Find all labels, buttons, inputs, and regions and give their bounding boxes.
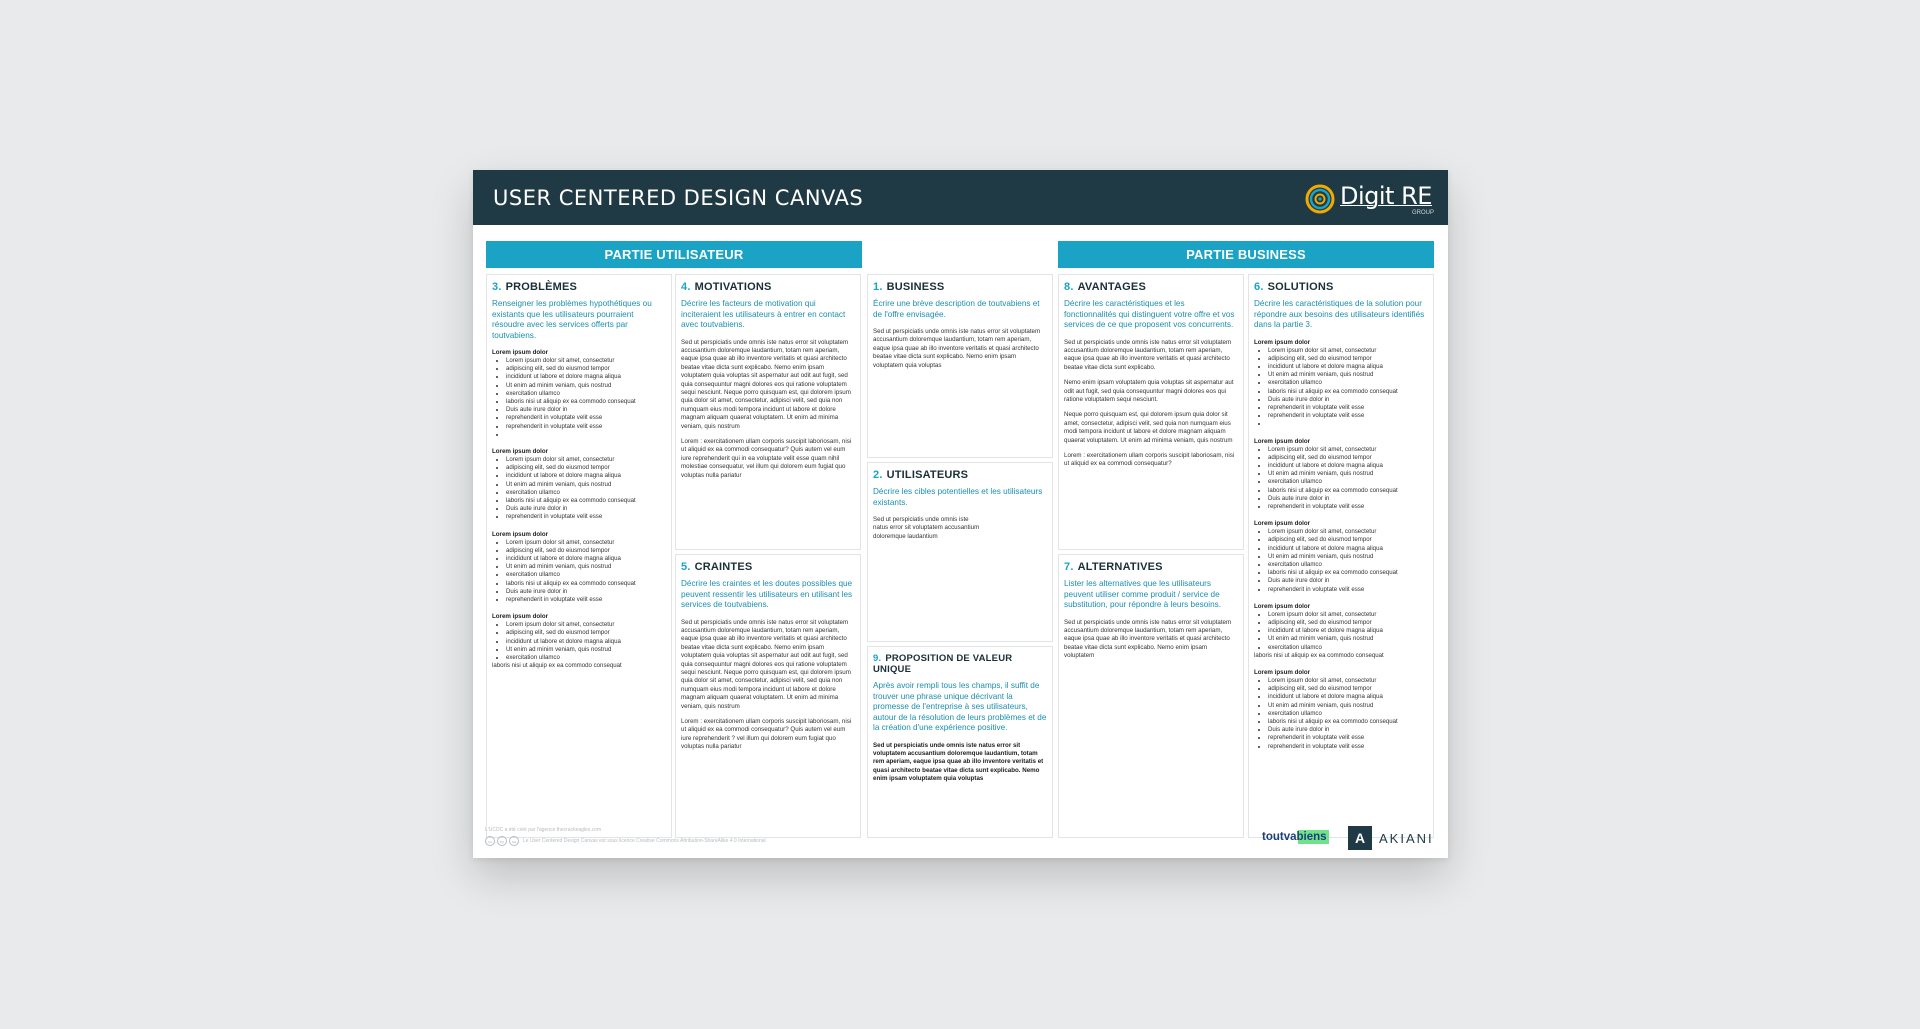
list-item: • laboris nisi ut aliquip ex ea commodo consequat [1268, 718, 1428, 726]
list-item: • adipiscing elit, sed do eiusmod tempor [1268, 355, 1428, 363]
group-tail-text: laboris nisi ut aliquip ex ea commodo consequat [492, 662, 622, 670]
card-body: Sed ut perspiciatis unde omnis iste natus error sit voluptatem accusantium doloremque laudantium, totam rem aperiam, eaque ipsa quae ab illo inventore veritatis et quasi architecto beatae vitae dicta sunt explicabo. Nemo enim ipsam voluptatem quia voluptas [873, 328, 1041, 369]
canvas-header [473, 170, 1448, 225]
list-item: • laboris nisi ut aliquip ex ea commodo consequat [1268, 487, 1428, 495]
list-item: • Ut enim ad minim veniam, quis nostrud [506, 481, 666, 489]
list-item [506, 431, 666, 439]
list-item: • laboris nisi ut aliquip ex ea commodo consequat [506, 497, 666, 505]
group-title: Lorem ipsum dolor [492, 349, 549, 356]
group-title: Lorem ipsum dolor [492, 613, 549, 621]
card-body: Sed ut perspiciatis unde omnis iste natus error sit voluptatem accusantium doloremque laudantium, totam rem aperiam, eaque ipsa quae ab illo inventore veritatis et quasi architecto beatae vitae dicta sunt explicabo. Nemo enim ipsam voluptatem [1064, 618, 1232, 660]
list-item: • Ut enim ad minim veniam, quis nostrud [506, 563, 666, 571]
list-item: • Ut enim ad minim veniam, quis nostrud [1268, 371, 1428, 379]
list-item: • incididunt ut labore et dolore magna aliqua [506, 638, 666, 646]
list-item: • Lorem ipsum dolor sit amet, consectetur [1268, 677, 1428, 685]
canvas-sheet [473, 170, 1448, 858]
list-item [1268, 420, 1428, 428]
lorem-group [492, 531, 666, 605]
card-title [1064, 281, 1238, 293]
list-item: • Duis aute irure dolor in [1268, 726, 1428, 734]
card-description: Lister les alternatives que les utilisateurs peuvent utiliser comme produit / service de substitution, pour répondre à leurs besoins. [1064, 579, 1222, 609]
group-title: Lorem ipsum dolor [1254, 602, 1311, 610]
list-item: • Lorem ipsum dolor sit amet, consectetur [1268, 347, 1428, 355]
list-item: • Duis aute irure dolor in [1268, 577, 1428, 585]
list-item: • Ut enim ad minim veniam, quis nostrud [1268, 635, 1428, 643]
list-item: • incididunt ut labore et dolore magna aliqua [506, 472, 666, 480]
list-item: • laboris nisi ut aliquip ex ea commodo consequat [506, 398, 666, 406]
list-item: • exercitation ullamco [506, 571, 666, 579]
list-item: • Ut enim ad minim veniam, quis nostrud [1268, 470, 1428, 478]
card-title [873, 653, 1047, 675]
bullet-list [1254, 677, 1428, 751]
list-item: • incididunt ut labore et dolore magna aliqua [1268, 462, 1428, 470]
lorem-group [1254, 520, 1428, 594]
list-item: • incididunt ut labore et dolore magna aliqua [1268, 545, 1428, 553]
list-item: • exercitation ullamco [506, 654, 666, 662]
banner-partie-business: PARTIE BUSINESS [1058, 241, 1434, 268]
list-item: • Lorem ipsum dolor sit amet, consectetur [506, 539, 666, 547]
list-item: • reprehenderit in voluptate velit esse [506, 414, 666, 422]
list-item: • reprehenderit in voluptate velit esse [1268, 412, 1428, 420]
card-title-text: ALTERNATIVES [1077, 561, 1163, 573]
card-motivations [675, 274, 861, 550]
list-item: • adipiscing elit, sed do eiusmod tempor [506, 464, 666, 472]
group-title: Lorem ipsum dolor [1254, 520, 1311, 528]
toutvabiens-logo: toutvabiens [1262, 831, 1327, 843]
list-item: • incididunt ut labore et dolore magna aliqua [1268, 693, 1428, 701]
card-title [681, 561, 855, 573]
card-description: Décrire les caractéristiques de la solution pour répondre aux besoins des utilisateurs identifiés dans la partie 3. [1254, 299, 1425, 329]
list-item: • Lorem ipsum dolor sit amet, consectetur [1268, 528, 1428, 536]
card-title [492, 281, 666, 293]
card-description: Renseigner les problèmes hypothétiques ou existants que les utilisateurs pourraient résoudre avec les services offerts par toutvabiens. [492, 299, 652, 340]
list-item: • reprehenderit in voluptate velit esse [1268, 404, 1428, 412]
card-body: Lorem : exercitationem ullam corporis suscipit laboriosam, nisi ut aliquid ex ea commodi consequatur? [1064, 451, 1235, 468]
list-item: • Duis aute irure dolor in [506, 588, 666, 596]
list-item: • Ut enim ad minim veniam, quis nostrud [1268, 702, 1428, 710]
canvas-title: USER CENTERED DESIGN CANVAS [493, 186, 864, 210]
card-title-text: BUSINESS [886, 281, 945, 293]
group-tail-text: laboris nisi ut aliquip ex ea commodo consequat [1254, 651, 1384, 659]
card-title-text: AVANTAGES [1077, 281, 1146, 293]
card-number: 6. [1254, 281, 1264, 293]
footer-license: Le User Centered Design Canvas est sous licence Creative Commons Attribution-ShareAlike 4.0 International [523, 838, 766, 844]
card-avantages [1058, 274, 1244, 550]
akiani-logo-mark: A [1348, 826, 1372, 850]
card-title [873, 469, 1047, 481]
card-description: Décrire les craintes et les doutes possibles que peuvent ressentir les utilisateurs en utilisant les services de toutvabiens. [681, 579, 853, 609]
card-body: Sed ut perspiciatis unde omnis iste natus error sit voluptatem accusantium doloremque laudantium [873, 516, 980, 540]
bullet-list [492, 539, 666, 605]
list-item: • Lorem ipsum dolor sit amet, consectetur [506, 621, 666, 629]
group-title: Lorem ipsum dolor [1254, 437, 1311, 445]
card-title [873, 281, 1047, 293]
card-utilisateurs [867, 462, 1053, 642]
list-item: • Ut enim ad minim veniam, quis nostrud [506, 646, 666, 654]
card-number: 7. [1064, 561, 1074, 573]
list-item: • exercitation ullamco [1268, 710, 1428, 718]
card-description: Décrire les cibles potentielles et les utilisateurs existants. [873, 487, 1043, 507]
card-title-text: PROBLÈMES [505, 281, 578, 293]
card-description: Après avoir rempli tous les champs, il suffit de trouver une phrase unique décrivant la promesse de l'entreprise à ses utilisateurs, autour de la résolution de leurs problèmes et de la création d'une expérience positive. [873, 681, 1047, 732]
card-body: Sed ut perspiciatis unde omnis iste natus error sit voluptatem accusantium doloremque laudantium, totam rem aperiam, eaque ipsa quae ab illo inventore veritatis et quasi architecto beatae vitae dicta sunt explicabo. [1064, 338, 1232, 371]
brand-subtitle: GROUP [1411, 210, 1434, 216]
lorem-group [1254, 669, 1428, 751]
list-item: • laboris nisi ut aliquip ex ea commodo consequat [1268, 569, 1428, 577]
lorem-group [1254, 438, 1428, 512]
card-body: Sed ut perspiciatis unde omnis iste natus error sit voluptatem accusantium doloremque laudantium, totam rem aperiam, eaque ipsa quae ab illo inventore veritatis et quasi architecto beatae vitae dicta sunt explicabo. Nemo enim ipsam voluptatem quia voluptas sit aspernatur aut odit aut fugit, sed quia consequuntur magni dolores eos qui ratione voluptatem sequi nesciunt. Neque porro quisquam est, qui dolorem ipsum quia dolor sit amet, consectetur, adipisci velit, sed quia non numquam eius modi tempora incidunt ut labore et dolore magnam aliquam quaerat voluptatem. Ut enim ad minima veniam, quis nostrum [681, 338, 851, 430]
list-item: • reprehenderit in voluptate velit esse [1268, 743, 1428, 751]
group-title: Lorem ipsum dolor [1254, 669, 1311, 676]
cc-by-icon: by [497, 836, 507, 846]
lorem-groups [492, 349, 666, 671]
lorem-group [492, 448, 666, 522]
card-title [681, 281, 855, 293]
cc-icon: cc [485, 836, 495, 846]
lorem-group [492, 613, 666, 670]
card-number: 5. [681, 561, 691, 573]
card-title [1064, 561, 1238, 573]
card-number: 1. [873, 281, 883, 293]
list-item: • exercitation ullamco [1268, 379, 1428, 387]
list-item: • incididunt ut labore et dolore magna aliqua [506, 555, 666, 563]
list-item: • Ut enim ad minim veniam, quis nostrud [506, 382, 666, 390]
list-item: • Lorem ipsum dolor sit amet, consectetur [1268, 446, 1428, 454]
list-item: • Ut enim ad minim veniam, quis nostrud [1268, 553, 1428, 561]
card-description: Écrire une brève description de toutvabiens et de l'offre envisagée. [873, 299, 1040, 319]
card-body: Lorem : exercitationem ullam corporis suscipit laboriosam, nisi ut aliquid ex ea commodi consequatur? Quis autem vel eum iure reprehenderit qui in ea voluptate velit esse quam nihil molestiae consequatur, vel illum qui dolorem eum fugiat quo voluptas nulla pariatur [681, 437, 852, 479]
cc-sa-icon: sa [509, 836, 519, 846]
lorem-group [1254, 603, 1428, 660]
bullet-list [492, 456, 666, 522]
card-proposition-valeur [867, 646, 1053, 838]
card-title [1254, 281, 1428, 293]
card-business [867, 274, 1053, 458]
list-item: • adipiscing elit, sed do eiusmod tempor [1268, 685, 1428, 693]
list-item: • adipiscing elit, sed do eiusmod tempor [506, 629, 666, 637]
list-item: • adipiscing elit, sed do eiusmod tempor [506, 547, 666, 555]
list-item: • adipiscing elit, sed do eiusmod tempor [506, 365, 666, 373]
cc-license-icons [485, 836, 519, 846]
card-number: 2. [873, 469, 883, 481]
bullet-list [1254, 446, 1428, 512]
group-title: Lorem ipsum dolor [492, 448, 549, 456]
card-body: Sed ut perspiciatis unde omnis iste natus error sit voluptatem accusantium doloremque laudantium, totam rem aperiam, eaque ipsa quae ab illo inventore veritatis et quasi architecto beatae vitae dicta sunt explicabo. Nemo enim ipsam voluptatem quia voluptas sit aspernatur aut odit aut fugit, sed quia consequuntur magni dolores eos qui ratione voluptatem sequi nesciunt. Neque porro quisquam est, qui dolorem ipsum quia dolor sit amet, consectetur, adipisci velit, sed quia non numquam eius modi tempora incidunt ut labore et dolore magnam aliquam quaerat voluptatem. Ut enim ad minima veniam, quis nostrum [681, 618, 851, 710]
card-description: Décrire les caractéristiques et les fonctionnalités qui distinguent votre offre et vos services de ce que proposent vos concurrents. [1064, 299, 1235, 329]
list-item: • Lorem ipsum dolor sit amet, consectetur [1268, 611, 1428, 619]
card-description: Décrire les facteurs de motivation qui inciteraient les utilisateurs à entrer en contact avec toutvabiens. [681, 299, 846, 329]
list-item: • incididunt ut labore et dolore magna aliqua [506, 373, 666, 381]
card-title-text: SOLUTIONS [1267, 281, 1334, 293]
lorem-groups [1254, 339, 1428, 751]
card-body: Sed ut perspiciatis unde omnis iste natus error sit voluptatem accusantium doloremque laudantium, totam rem aperiam, eaque ipsa quae ab illo inventore veritatis et quasi architecto beatae vitae dicta sunt explicabo. Nemo enim ipsam voluptatem quia voluptas [873, 741, 1044, 783]
list-item: • adipiscing elit, sed do eiusmod tempor [1268, 454, 1428, 462]
card-number: 9. [873, 653, 882, 664]
card-body: Nemo enim ipsam voluptatem quia voluptas sit aspernatur aut odit aut fugit, sed quia consequuntur magni dolores eos qui ratione voluptatem sequi nesciunt. [1064, 379, 1234, 403]
digit-re-logo [1304, 178, 1434, 218]
card-title-text: UTILISATEURS [886, 469, 969, 481]
list-item: • Duis aute irure dolor in [1268, 495, 1428, 503]
list-item: • laboris nisi ut aliquip ex ea commodo consequat [506, 580, 666, 588]
lorem-group [1254, 339, 1428, 429]
spiral-icon [1304, 182, 1336, 216]
bullet-list [1254, 528, 1428, 594]
list-item: • exercitation ullamco [1268, 644, 1428, 652]
group-title: Lorem ipsum dolor [1254, 338, 1311, 346]
list-item: • Lorem ipsum dolor sit amet, consectetur [506, 456, 666, 464]
list-item: • reprehenderit in voluptate velit esse [1268, 734, 1428, 742]
lorem-group [492, 349, 666, 439]
list-item: • adipiscing elit, sed do eiusmod tempor [1268, 536, 1428, 544]
list-item: • laboris nisi ut aliquip ex ea commodo consequat [1268, 388, 1428, 396]
bullet-list [492, 621, 666, 662]
card-body: Lorem : exercitationem ullam corporis suscipit laboriosam, nisi ut aliquid ex ea commodi consequatur? Quis autem vel eum iure reprehenderit ? vel illum qui dolorem eum fugiat quo voluptas nulla pariatur [681, 717, 852, 751]
bullet-list [492, 357, 666, 439]
group-title: Lorem ipsum dolor [492, 530, 549, 538]
list-item: • incididunt ut labore et dolore magna aliqua [1268, 627, 1428, 635]
list-item: • reprehenderit in voluptate velit esse [1268, 586, 1428, 594]
card-craintes [675, 554, 861, 838]
list-item: • reprehenderit in voluptate velit esse [506, 513, 666, 521]
list-item: • Duis aute irure dolor in [506, 505, 666, 513]
list-item: • Duis aute irure dolor in [1268, 396, 1428, 404]
bullet-list [1254, 347, 1428, 429]
card-number: 4. [681, 281, 691, 293]
card-number: 3. [492, 281, 502, 293]
card-alternatives [1058, 554, 1244, 838]
card-number: 8. [1064, 281, 1074, 293]
card-title-text: MOTIVATIONS [694, 281, 772, 293]
list-item: • Duis aute irure dolor in [506, 406, 666, 414]
brand-name: Digit RE [1340, 182, 1432, 210]
list-item: • exercitation ullamco [506, 489, 666, 497]
card-problemes [486, 274, 672, 838]
list-item: • incididunt ut labore et dolore magna aliqua [1268, 363, 1428, 371]
list-item: • exercitation ullamco [1268, 478, 1428, 486]
list-item: • reprehenderit in voluptate velit esse [506, 423, 666, 431]
list-item: • reprehenderit in voluptate velit esse [506, 596, 666, 604]
card-body: Neque porro quisquam est, qui dolorem ipsum quia dolor sit amet, consectetur, adipisci velit, sed quia non numquam eius modi tempora incidunt ut labore et dolore magnam aliquam quaerat voluptatem. Ut enim ad minima veniam, quis nostrum [1064, 411, 1233, 444]
akiani-logo-text: AKIANI [1379, 831, 1434, 846]
card-solutions [1248, 274, 1434, 838]
bullet-list [1254, 611, 1428, 652]
card-title-text: PROPOSITION DE VALEUR UNIQUE [873, 653, 1013, 675]
list-item: • Lorem ipsum dolor sit amet, consectetur [506, 357, 666, 365]
list-item: • exercitation ullamco [1268, 561, 1428, 569]
footer-credit: L'UCDC a été créé par l'agence thecrackeagles.com [485, 827, 602, 833]
list-item: • exercitation ullamco [506, 390, 666, 398]
list-item: • reprehenderit in voluptate velit esse [1268, 503, 1428, 511]
card-title-text: CRAINTES [694, 561, 753, 573]
banner-partie-utilisateur: PARTIE UTILISATEUR [486, 241, 862, 268]
list-item: • adipiscing elit, sed do eiusmod tempor [1268, 619, 1428, 627]
